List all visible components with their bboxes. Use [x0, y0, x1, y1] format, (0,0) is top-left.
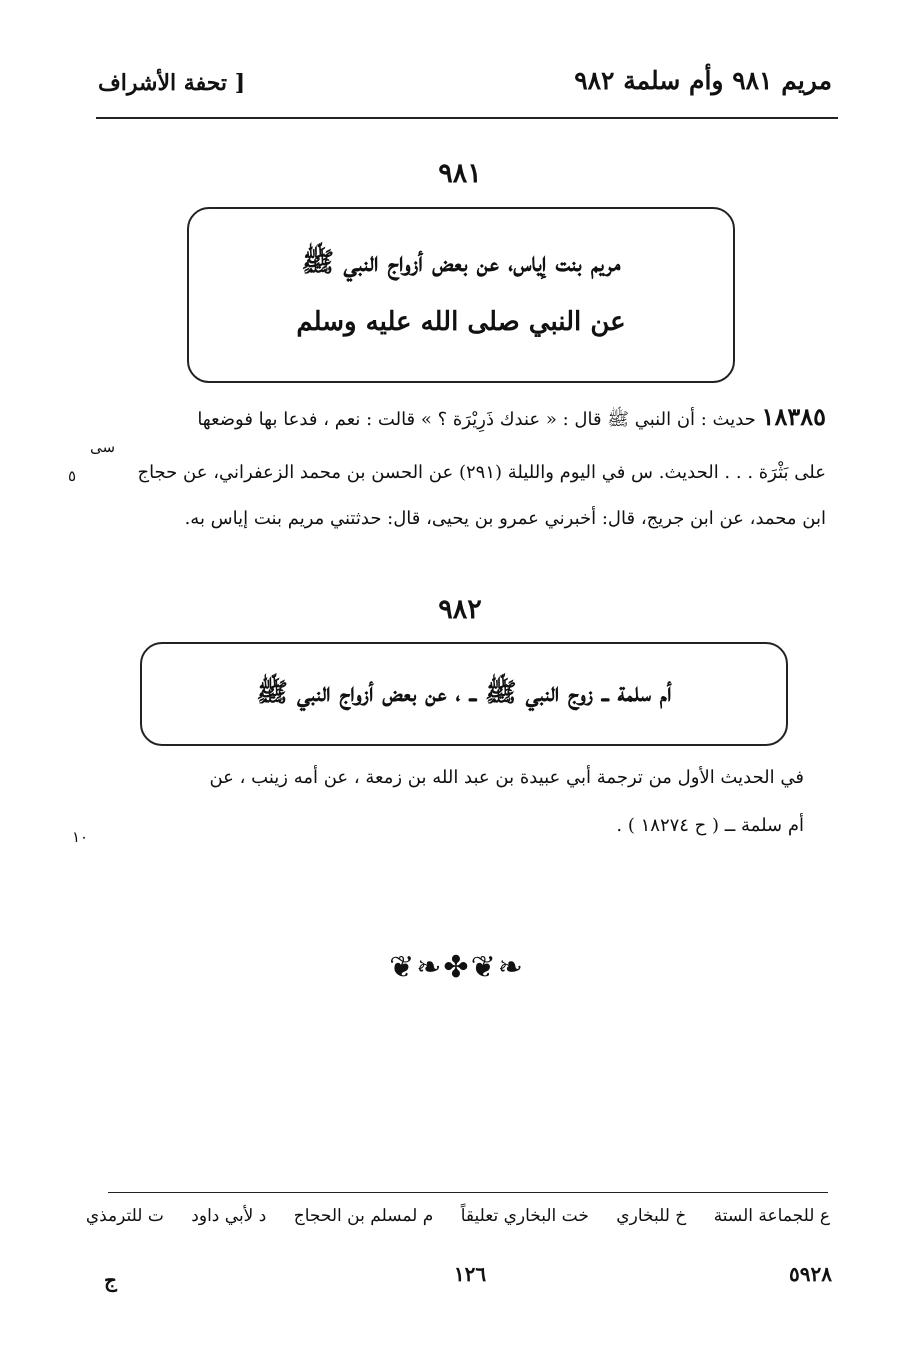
margin-note: سى [90, 438, 116, 456]
section-982-line1: في الحديث الأول من ترجمة أبي عبيدة بن عبد الله بن زمعة ، عن أمه زينب ، عن [209, 767, 804, 788]
box-981-line1: مريم بنت إياس، عن بعض أزواج النبي ﷺ [301, 247, 621, 278]
hadith-number: ١٨٣٨٥ [761, 402, 826, 431]
section-number-981: ٩٨١ [438, 158, 482, 189]
signature-letter: ج [104, 1268, 117, 1292]
title-box-982 [140, 642, 788, 746]
hadith-line-2: على بَثْرَة . . . الحديث. س في اليوم والليلة (٢٩١) عن الحسن بن محمد الزعفراني، عن حجاج [137, 462, 826, 483]
page-number: ١٢٦ [453, 1262, 487, 1286]
header-rule [96, 117, 838, 119]
hadith-line-3: ابن محمد، عن ابن جريج، قال: أخبرني عمرو بن يحيى، قال: حدثتني مريم بنت إياس به. [184, 508, 826, 529]
footer-number: ٥٩٢٨ [789, 1262, 832, 1286]
footer-rule [108, 1192, 828, 1193]
ornament-flourish: ❦❧✤❦❧ [389, 950, 525, 985]
title-box-981 [187, 207, 735, 383]
siglum-legend [64, 1206, 830, 1226]
book-title: [ تحفة الأشراف [98, 70, 246, 96]
legend-item: د لأبي داود [191, 1206, 267, 1226]
legend-item: خت البخاري تعليقاً [460, 1206, 589, 1226]
box-982-line: أم سلمة ــ زوج النبي ﷺ ــ ، عن بعض أزواج النبي ﷺ [256, 678, 672, 708]
legend-item: م لمسلم بن الحجاج [293, 1206, 434, 1226]
line-marker-5: ٥ [68, 467, 77, 485]
legend-item: ع للجماعة الستة [713, 1206, 830, 1226]
section-982-line2: أم سلمة ــ ( ح ١٨٢٧٤ ) . [616, 815, 804, 836]
line-marker-10: ١٠ [72, 828, 89, 846]
running-title: مريم ٩٨١ وأم سلمة ٩٨٢ [574, 66, 832, 95]
hadith-line-1-text: حديث : أن النبي ﷺ قال : « عندك ذَرِيْرَة ؟ » قالت : نعم ، فدعا بها فوضعها [197, 409, 756, 430]
section-number-982: ٩٨٢ [438, 594, 482, 625]
legend-item: خ للبخاري [616, 1206, 687, 1226]
legend-item: ت للترمذي [85, 1206, 164, 1226]
hadith-line-1 [86, 402, 826, 434]
box-981-line2: عن النبي صلى الله عليه وسلم [296, 307, 626, 337]
